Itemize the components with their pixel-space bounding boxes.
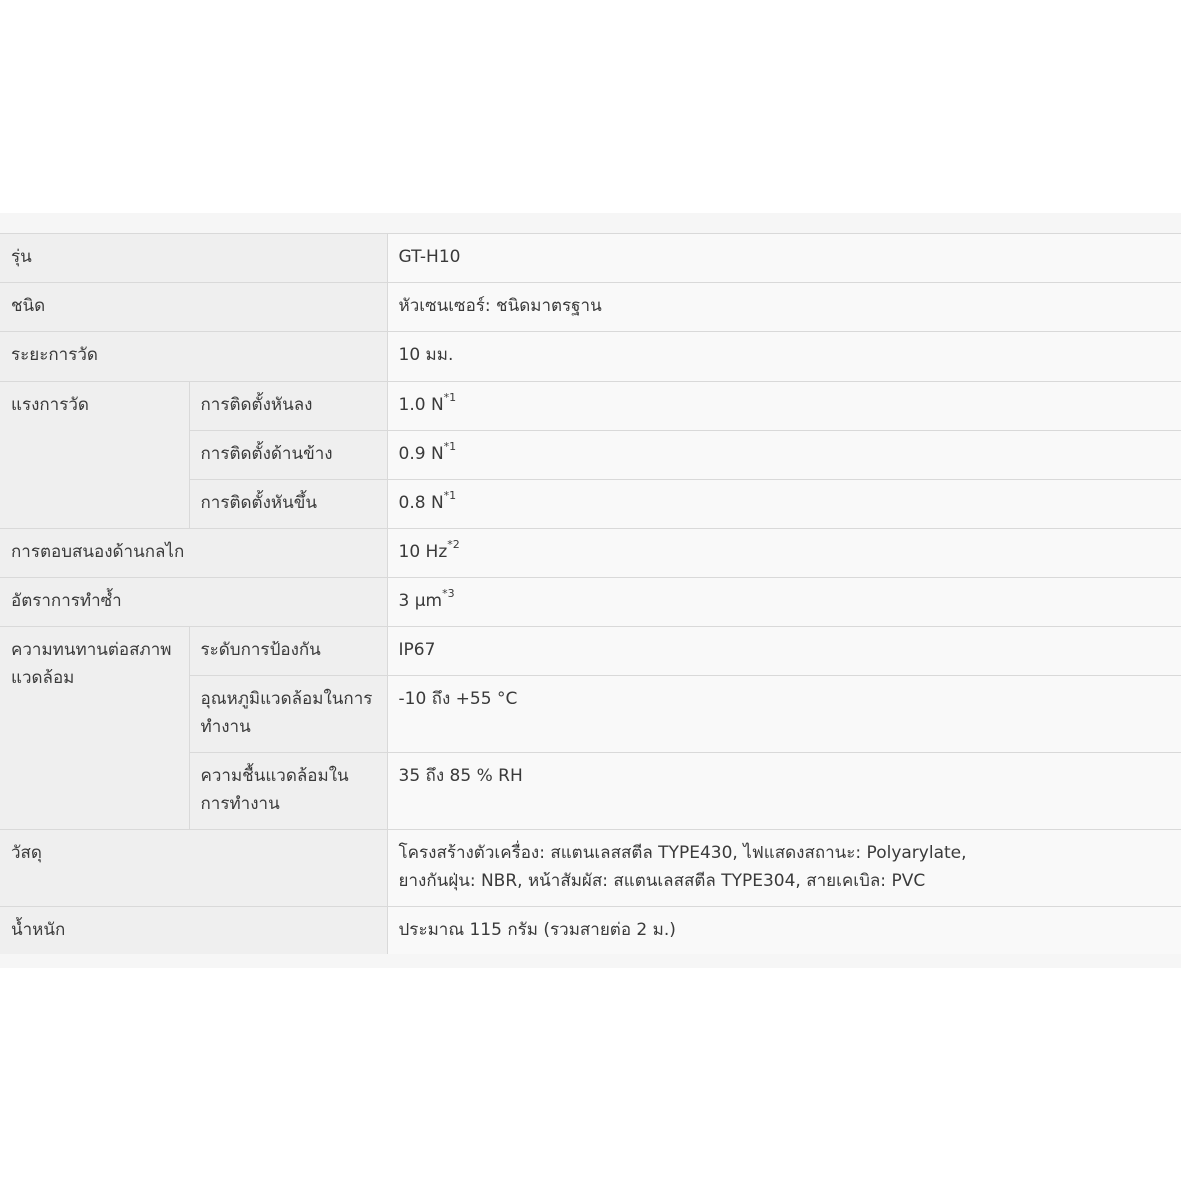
row-label: ระยะการวัด [0,332,387,382]
sub-label: การติดตั้งด้านข้าง [189,431,387,480]
row-label: การตอบสนองด้านกลไก [0,529,387,578]
row-value: GT-H10 [387,234,1181,283]
footnote-ref: *1 [443,489,457,503]
footnote-ref: *1 [443,440,457,454]
table-row-response [0,529,1181,578]
row-value [387,578,1181,627]
row-label: ชนิด [0,283,387,332]
table-row-weight [0,907,1181,956]
value-line: โครงสร้างตัวเครื่อง: สแตนเลสสตีล TYPE430, ไฟแสดงสถานะ: Polyarylate, [398,843,967,863]
row-label: อัตราการทำซ้ำ [0,578,387,627]
row-value [387,830,1181,907]
table-row-model [0,234,1181,283]
row-label: วัสดุ [0,830,387,907]
sub-label: การติดตั้งหันลง [189,382,387,431]
row-value: หัวเซนเซอร์: ชนิดมาตรฐาน [387,283,1181,332]
row-value: ประมาณ 115 กรัม (รวมสายต่อ 2 ม.) [387,907,1181,956]
table-row-force-down [0,382,1181,431]
value-text: 0.8 N [398,493,444,513]
table-row-type [0,283,1181,332]
top-band [0,213,1181,233]
footnote-ref: *1 [443,391,457,405]
footnote-ref: *2 [447,538,460,552]
row-value [387,529,1181,578]
bottom-band [0,954,1181,968]
value-text: 10 Hz [398,542,448,562]
row-value [387,431,1181,480]
table-row-range [0,332,1181,382]
table-row-protection [0,627,1181,676]
sub-label: อุณหภูมิแวดล้อมในการทำงาน [189,676,387,753]
table-row-material [0,830,1181,907]
row-label: รุ่น [0,234,387,283]
value-text: 0.9 N [398,444,444,464]
row-value: 35 ถึง 85 % RH [387,753,1181,830]
table-row-repeatability [0,578,1181,627]
row-label: แรงการวัด [0,382,189,529]
spec-table [0,233,1181,956]
footnote-ref: *3 [442,587,455,601]
sub-label: ระดับการป้องกัน [189,627,387,676]
value-text: 3 μm [398,591,443,611]
row-value [387,480,1181,529]
sub-label: การติดตั้งหันขึ้น [189,480,387,529]
row-label: น้ำหนัก [0,907,387,956]
row-label: ความทนทานต่อสภาพแวดล้อม [0,627,189,830]
sub-label: ความชื้นแวดล้อมในการทำงาน [189,753,387,830]
row-value: -10 ถึง +55 °C [387,676,1181,753]
value-text: 1.0 N [398,395,444,415]
row-value: 10 มม. [387,332,1181,382]
row-value: IP67 [387,627,1181,676]
row-value [387,382,1181,431]
value-line: ยางกันฝุ่น: NBR, หน้าสัมผัส: สแตนเลสสตีล TYPE304, สายเคเบิล: PVC [398,871,926,891]
